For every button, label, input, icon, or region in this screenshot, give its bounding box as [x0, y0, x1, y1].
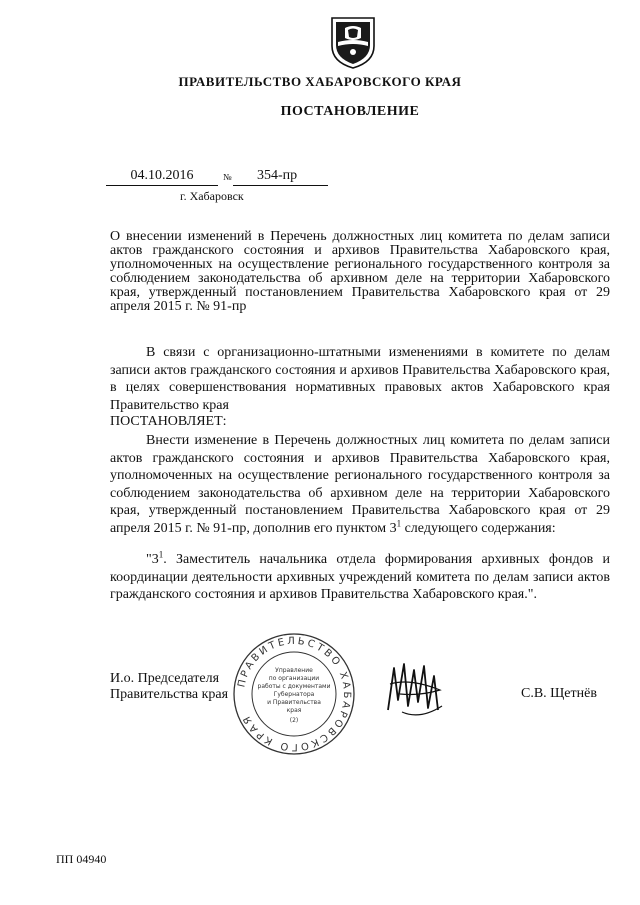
decree-word: ПОСТАНОВЛЯЕТ:	[110, 414, 227, 429]
document-number: 354-пр	[257, 168, 298, 183]
government-name: ПРАВИТЕЛЬСТВО ХАБАРОВСКОГО КРАЯ	[178, 74, 462, 89]
svg-text:Управление: Управление	[275, 667, 313, 674]
document-date: 04.10.2016	[130, 168, 194, 183]
signatory-position-line-1: И.о. Председателя	[110, 671, 220, 686]
paragraph-3-open: "3	[146, 552, 159, 567]
number-sign: №	[223, 172, 232, 182]
document-city: г. Хабаровск	[180, 189, 244, 203]
svg-text:края: края	[286, 707, 302, 714]
paragraph-3-superscript: 1	[158, 549, 164, 560]
signatory-position	[110, 671, 228, 703]
document-subject: О внесении изменений в Перечень должностных лиц комитета по делам записи актов гражданского состояния и архивов Правительства Хабаровского края, уполномоченных на осуществление регионального государственного контроля за соблюдением законодательства об архивном деле на территории Хабаровского края, утвержденный постановлением Правительства Хабаровского края от 29 апреля 2015 г. № 91-пр	[110, 229, 610, 314]
footer-code: ПП 04940	[56, 852, 107, 866]
svg-text:по организации: по организации	[268, 675, 320, 682]
handwritten-signature	[380, 650, 452, 722]
paragraph-3-text: . Заместитель начальника отдела формирования архивных фондов и координации деятельности архивных учреждений комитета по делам записи актов гражданского состояния и архивов Правительства Хабаровского края.".	[110, 552, 610, 602]
document-type-title: ПОСТАНОВЛЕНИЕ	[280, 104, 420, 119]
signatory-name: С.В. Щетнёв	[521, 686, 597, 701]
official-stamp	[232, 632, 356, 756]
svg-text:работы с документами: работы с документами	[257, 683, 331, 690]
paragraph-2-superscript: 1	[396, 517, 402, 528]
svg-text:(2): (2)	[289, 717, 299, 724]
signatory-position-line-2: Правительства края	[110, 687, 229, 702]
paragraph-2-tail: следующего содержания:	[401, 520, 556, 536]
body-paragraph-1: В связи с организационно-штатными изменениями в комитете по делам записи актов гражданского состояния и архивов Правительства Хабаровского края, в целях совершенствования нормативных правовых актов Хабаровского края Правительство края	[110, 345, 610, 413]
number-underline	[233, 185, 328, 186]
date-underline	[106, 185, 218, 186]
body-paragraph-3	[110, 551, 610, 604]
svg-text:Губернатора: Губернатора	[273, 691, 315, 698]
svg-text:и Правительства: и Правительства	[267, 699, 321, 706]
body-paragraph-2	[110, 432, 610, 537]
paragraph-2-main: Внести изменение в Перечень должностных лиц комитета по делам записи актов гражданского состояния и архивов Правительства Хабаровского края, уполномоченных на осуществление регионального государственного контроля за соблюдением законодательства об архивном деле на территории Хабаровского края, утвержденный постановлением Правительства Хабаровского края от 29 апреля 2015 г. № 91-пр, дополнив его пунктом 3	[110, 433, 610, 536]
svg-text:ПРАВИТЕЛЬСТВО ХАБАРОВСКОГО КРА: ПРАВИТЕЛЬСТВО ХАБАРОВСКОГО КРАЯ	[236, 635, 353, 753]
coat-of-arms-emblem	[330, 14, 376, 70]
